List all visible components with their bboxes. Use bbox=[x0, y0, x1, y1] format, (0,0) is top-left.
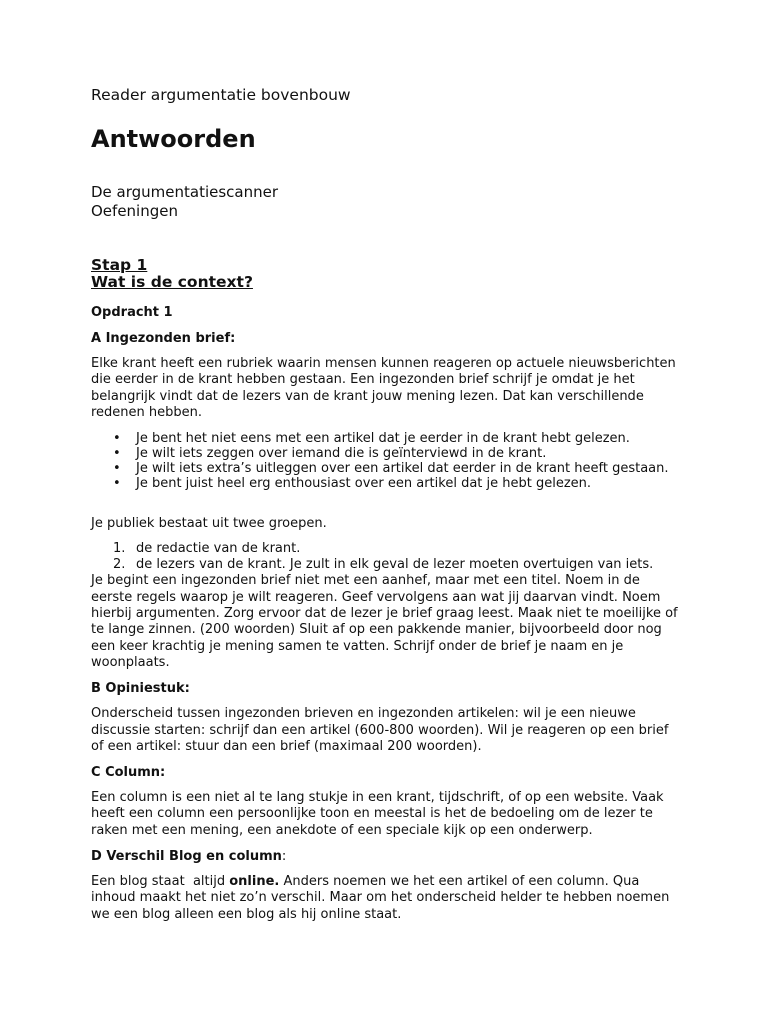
document-content bbox=[91, 85, 683, 923]
step-question: Wat is de context? bbox=[91, 273, 253, 291]
section-b-paragraph: Onderscheid tussen ingezonden brieven en ingezonden artikelen: wil je een nieuwe discussie starten: schrijf dan een artikel (600-800 woorden). Wil je reageren op een brief of een artikel: stuur dan een brief (maximaal 200 woorden). bbox=[91, 706, 669, 754]
subtitle-exercises: Oefeningen bbox=[91, 202, 178, 220]
section-d-heading-text: D Verschil Blog en column bbox=[91, 849, 282, 865]
list-item: • Je wilt iets zeggen over iemand die is geïnterviewd in de krant. bbox=[91, 446, 683, 461]
section-a-instructions: Je begint een ingezonden brief niet met een aanhef, maar met een titel. Noem in de eerste regels waarop je wilt reageren. Geef vervolgens aan wat jij daarvan vindt. Noem hierbij argumenten. Zorg ervoor dat de lezer je brief graag leest. Maak niet te moeilijke of te lange zinnen. (200 woorden) Sluit af op een pakkende manier, bijvoorbeeld door nog een keer krachtig je mening samen te vatten. Schrijf onder de brief je naam en je woonplaats. bbox=[91, 573, 678, 670]
list-number: 1. bbox=[113, 541, 126, 557]
subtitle-scanner: De argumentatiescanner bbox=[91, 183, 279, 201]
list-item: • Je bent het niet eens met een artikel dat je eerder in de krant hebt gelezen. bbox=[91, 431, 683, 446]
section-d-text-end: Anders noemen we het een artikel of een column. Qua inhoud maakt het niet zo’n verschil. Maar om het onderscheid helder te hebben noemen we een blog alleen een blog als hij online staat. bbox=[91, 874, 670, 922]
section-a-paragraph: Elke krant heeft een rubriek waarin mensen kunnen reageren op actuele nieuwsberichten die eerder in de krant hebben gestaan. Een ingezonden brief schrijf je omdat je het belangrijk vindt dat de lezers van de krant jouw mening lezen. Dat kan verschillende redenen hebben. bbox=[91, 356, 676, 420]
audience-intro: Je publiek bestaat uit twee groepen. bbox=[91, 516, 327, 532]
section-c-paragraph: Een column is een niet al te lang stukje in een krant, tijdschrift, of op een website. Vaak heeft een column een persoonlijke toon en meestal is het de bedoeling om de lezer te raken met een mening, een anekdote of een speciale kijk op een onderwerp. bbox=[91, 790, 664, 838]
list-number: 2. bbox=[113, 557, 126, 573]
list-item bbox=[91, 557, 683, 573]
section-b-heading: B Opiniestuk: bbox=[91, 681, 190, 697]
section-d-heading-colon: : bbox=[281, 849, 287, 865]
reader-title: Reader argumentatie bovenbouw bbox=[91, 86, 351, 104]
main-title: Antwoorden bbox=[91, 125, 256, 153]
section-d-heading bbox=[91, 849, 683, 865]
assignment-heading: Opdracht 1 bbox=[91, 305, 173, 320]
section-d-paragraph bbox=[91, 874, 683, 923]
list-item: • Je wilt iets extra’s uitleggen over een artikel dat eerder in de krant heeft gestaan. bbox=[91, 461, 683, 476]
section-a-bullet-list bbox=[91, 431, 683, 491]
section-a-heading: A Ingezonden brief: bbox=[91, 331, 236, 346]
list-item: • Je bent juist heel erg enthousiast over een artikel dat je hebt gelezen. bbox=[91, 476, 683, 491]
section-c-heading: C Column: bbox=[91, 765, 166, 781]
audience-list bbox=[91, 541, 683, 573]
list-text: de lezers van de krant. Je zult in elk geval de lezer moeten overtuigen van iets. bbox=[136, 557, 654, 573]
list-item bbox=[91, 541, 683, 557]
step-label: Stap 1 bbox=[91, 256, 148, 274]
list-text: de redactie van de krant. bbox=[136, 541, 301, 557]
section-d-text-bold: online. bbox=[229, 874, 280, 890]
section-d-text-start: Een blog staat altijd bbox=[91, 874, 230, 890]
